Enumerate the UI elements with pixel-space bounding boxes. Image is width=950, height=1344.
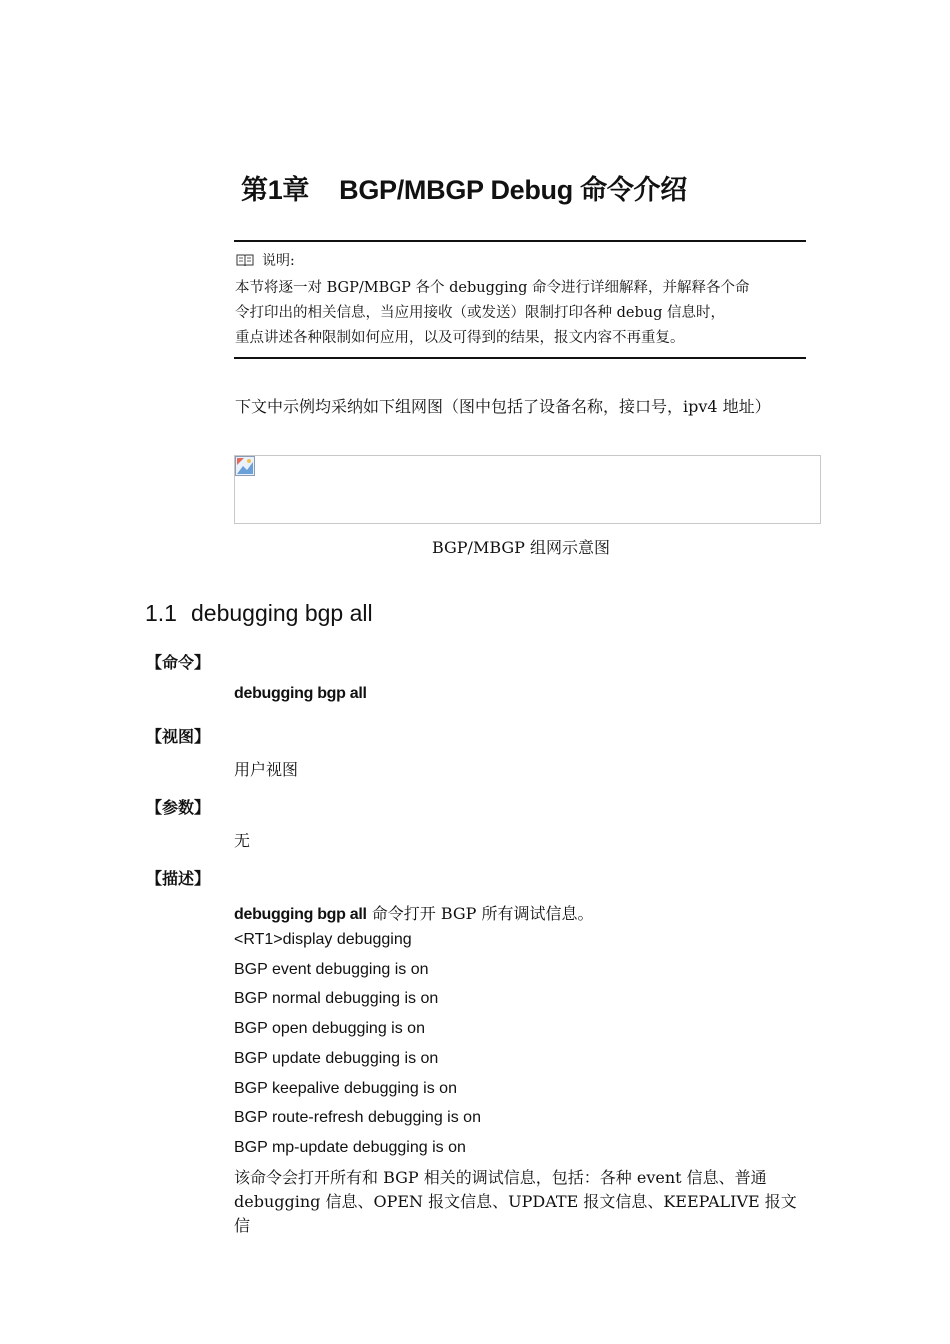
summary-line: debugging 信息、OPEN 报文信息、UPDATE 报文信息、KEEPALIVE 报文信 — [234, 1192, 797, 1235]
note-bottom-rule — [234, 357, 806, 359]
output-line: BGP event debugging is on — [234, 961, 429, 978]
section-heading — [145, 600, 373, 627]
broken-image-icon — [235, 456, 255, 476]
chapter-name: BGP/MBGP Debug 命令介绍 — [339, 175, 687, 205]
description-text — [234, 901, 594, 924]
output-line: BGP update debugging is on — [234, 1050, 439, 1067]
note-line: 重点讲述各种限制如何应用，以及可得到的结果，报文内容不再重复。 — [235, 330, 685, 346]
description-command: debugging bgp all — [234, 906, 367, 923]
intro-paragraph: 下文中示例均采纳如下组网图（图中包括了设备名称，接口号，ipv4 地址） — [235, 397, 771, 416]
chapter-title — [241, 168, 801, 207]
output-line: BGP keepalive debugging is on — [234, 1080, 457, 1097]
description-tag: 【描述】 — [146, 869, 211, 888]
note-header — [236, 250, 295, 270]
section-number: 1.1 — [145, 600, 177, 626]
figure-caption: BGP/MBGP 组网示意图 — [431, 538, 611, 557]
note-line: 本节将逐一对 BGP/MBGP 各个 debugging 命令进行详细解释，并解释各个命 — [235, 280, 750, 296]
chapter-number: 第1章 — [241, 175, 310, 205]
view-value: 用户视图 — [234, 760, 299, 779]
output-line: BGP open debugging is on — [234, 1020, 425, 1037]
params-tag: 【参数】 — [146, 798, 211, 817]
output-line: BGP route-refresh debugging is on — [234, 1109, 481, 1126]
description-body: 命令打开 BGP 所有调试信息。 — [366, 904, 594, 923]
note-top-rule — [234, 240, 806, 242]
section-title: debugging bgp all — [190, 600, 373, 626]
summary-line: 该命令会打开所有和 BGP 相关的调试信息，包括：各种 event 信息、普通 — [234, 1168, 767, 1187]
output-line: BGP normal debugging is on — [234, 990, 439, 1007]
params-value: 无 — [234, 831, 251, 850]
book-icon — [236, 253, 254, 267]
note-body — [235, 276, 810, 351]
view-tag: 【视图】 — [146, 727, 211, 746]
note-label: 说明: — [262, 253, 295, 269]
output-line: BGP mp-update debugging is on — [234, 1139, 466, 1156]
output-line: <RT1>display debugging — [234, 931, 412, 948]
figure-frame — [234, 455, 821, 524]
note-line: 令打印出的相关信息，当应用接收（或发送）限制打印各种 debug 信息时， — [235, 305, 725, 321]
command-value: debugging bgp all — [234, 685, 367, 702]
summary-paragraph — [234, 1166, 812, 1238]
command-tag: 【命令】 — [146, 653, 211, 672]
